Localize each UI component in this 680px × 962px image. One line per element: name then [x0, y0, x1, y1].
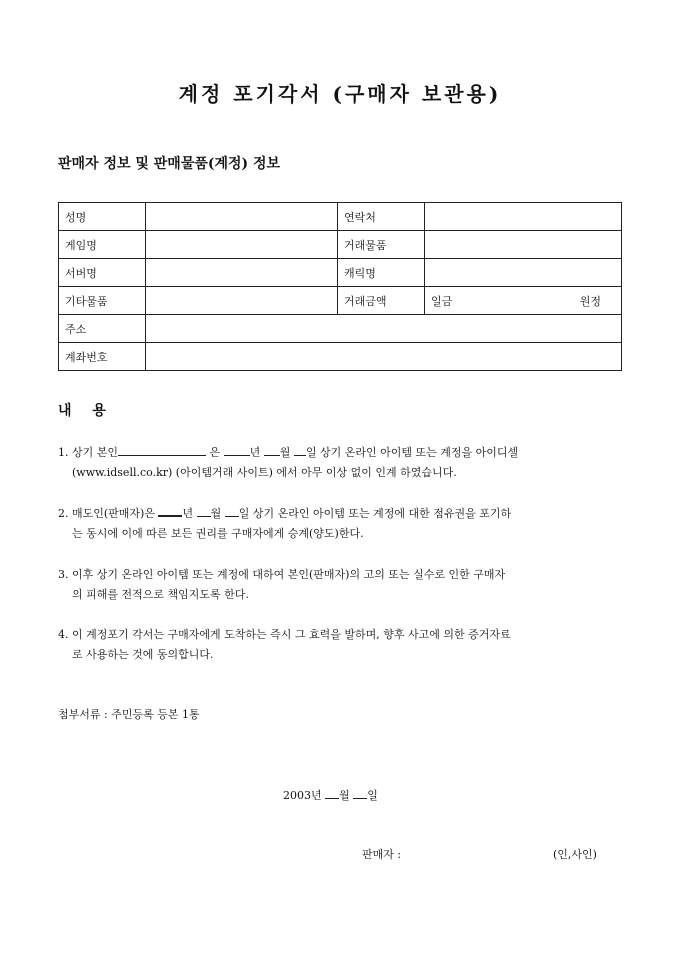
label-trade-amount: 거래금액 — [338, 287, 425, 315]
clause-text: 년 — [249, 446, 261, 459]
trade-item-field[interactable] — [425, 231, 622, 259]
label-address: 주소 — [59, 315, 146, 343]
attachment-note: 첨부서류 : 주민등록 등본 1통 — [58, 708, 200, 721]
day-blank[interactable] — [225, 504, 239, 517]
contact-field[interactable] — [425, 203, 622, 231]
clause-text: 는 동시에 이에 따른 보든 권리를 구매자에게 승계(양도)한다. — [72, 527, 364, 540]
server-field[interactable] — [146, 259, 338, 287]
clause-1 — [58, 443, 622, 483]
label-contact: 연락처 — [338, 203, 425, 231]
label-character: 캐릭명 — [338, 259, 425, 287]
seal-signature-mark: (인,사인) — [553, 848, 597, 861]
clause-2 — [58, 503, 622, 544]
label-server: 서버명 — [59, 259, 146, 287]
game-field[interactable] — [146, 231, 338, 259]
clause-text: 상기 본인 — [72, 446, 119, 459]
clause-4 — [58, 625, 622, 665]
label-account-number: 계좌번호 — [59, 343, 146, 371]
account-number-field[interactable] — [146, 343, 622, 371]
address-field[interactable] — [146, 315, 622, 343]
label-other-items: 기타물품 — [59, 287, 146, 315]
month-blank[interactable] — [197, 504, 211, 517]
table-row — [59, 343, 622, 371]
clause-text: 월 — [279, 446, 291, 459]
date-year: 2003년 — [283, 789, 322, 802]
table-row — [59, 231, 622, 259]
date-month: 월 — [339, 789, 350, 802]
table-row — [59, 287, 622, 315]
trade-amount-field[interactable] — [425, 287, 622, 315]
amount-suffix: 원정 — [579, 294, 601, 308]
table-row — [59, 315, 622, 343]
clause-text: 의 피해를 전적으로 책임지도록 한다. — [72, 588, 249, 601]
name-field[interactable] — [146, 203, 338, 231]
clause-number: 4. — [58, 628, 69, 641]
content-section-heading: 내 용 — [58, 403, 114, 419]
clause-text: 로 사용하는 것에 동의합니다. — [72, 648, 214, 661]
label-trade-item: 거래물품 — [338, 231, 425, 259]
label-game: 게임명 — [59, 231, 146, 259]
clause-text: (www.idsell.co.kr) (아이템거래 사이트) 에서 아무 이상 없이 인계 하였습니다. — [72, 466, 457, 479]
table-row — [59, 203, 622, 231]
document-date — [283, 786, 378, 803]
clause-number: 1. — [58, 446, 69, 459]
clause-text: 월 — [210, 507, 222, 520]
label-name: 성명 — [59, 203, 146, 231]
clause-number: 3. — [58, 568, 69, 581]
clause-text: 일 상기 온라인 아이템 또는 계정에 대한 점유권을 포기하 — [238, 507, 512, 520]
other-items-field[interactable] — [146, 287, 338, 315]
table-row — [59, 259, 622, 287]
info-section-heading: 판매자 정보 및 판매물품(계정) 정보 — [58, 156, 281, 172]
amount-prefix: 일금 — [431, 294, 453, 308]
clause-text: 은 — [209, 446, 221, 459]
date-day: 일 — [367, 789, 378, 802]
clause-3 — [58, 565, 622, 605]
day-blank[interactable] — [353, 786, 367, 799]
document-title: 계정 포기각서 (구매자 보관용) — [178, 82, 502, 106]
clause-number: 2. — [58, 507, 69, 520]
day-blank[interactable] — [294, 443, 306, 456]
month-blank[interactable] — [325, 786, 339, 799]
seller-signature-label: 판매자 : — [362, 848, 402, 861]
clause-text: 이 계정포기 각서는 구매자에게 도착하는 즉시 그 효력을 발하며, 향후 사고에 의한 증거자료 — [72, 628, 511, 641]
month-blank[interactable] — [264, 443, 280, 456]
clause-text: 매도인(판매자)은 — [72, 507, 155, 520]
year-blank[interactable] — [158, 503, 182, 517]
seller-info-table — [58, 202, 622, 371]
clause-text: 일 상기 온라인 아이템 또는 계정을 아이디셀 — [305, 446, 519, 459]
clause-text: 이후 상기 온라인 아이템 또는 계정에 대하여 본인(판매자)의 고의 또는 실수로 인한 구매자 — [72, 568, 506, 581]
clause-text: 년 — [182, 507, 194, 520]
character-field[interactable] — [425, 259, 622, 287]
year-blank[interactable] — [224, 443, 250, 456]
name-blank[interactable] — [118, 443, 206, 456]
